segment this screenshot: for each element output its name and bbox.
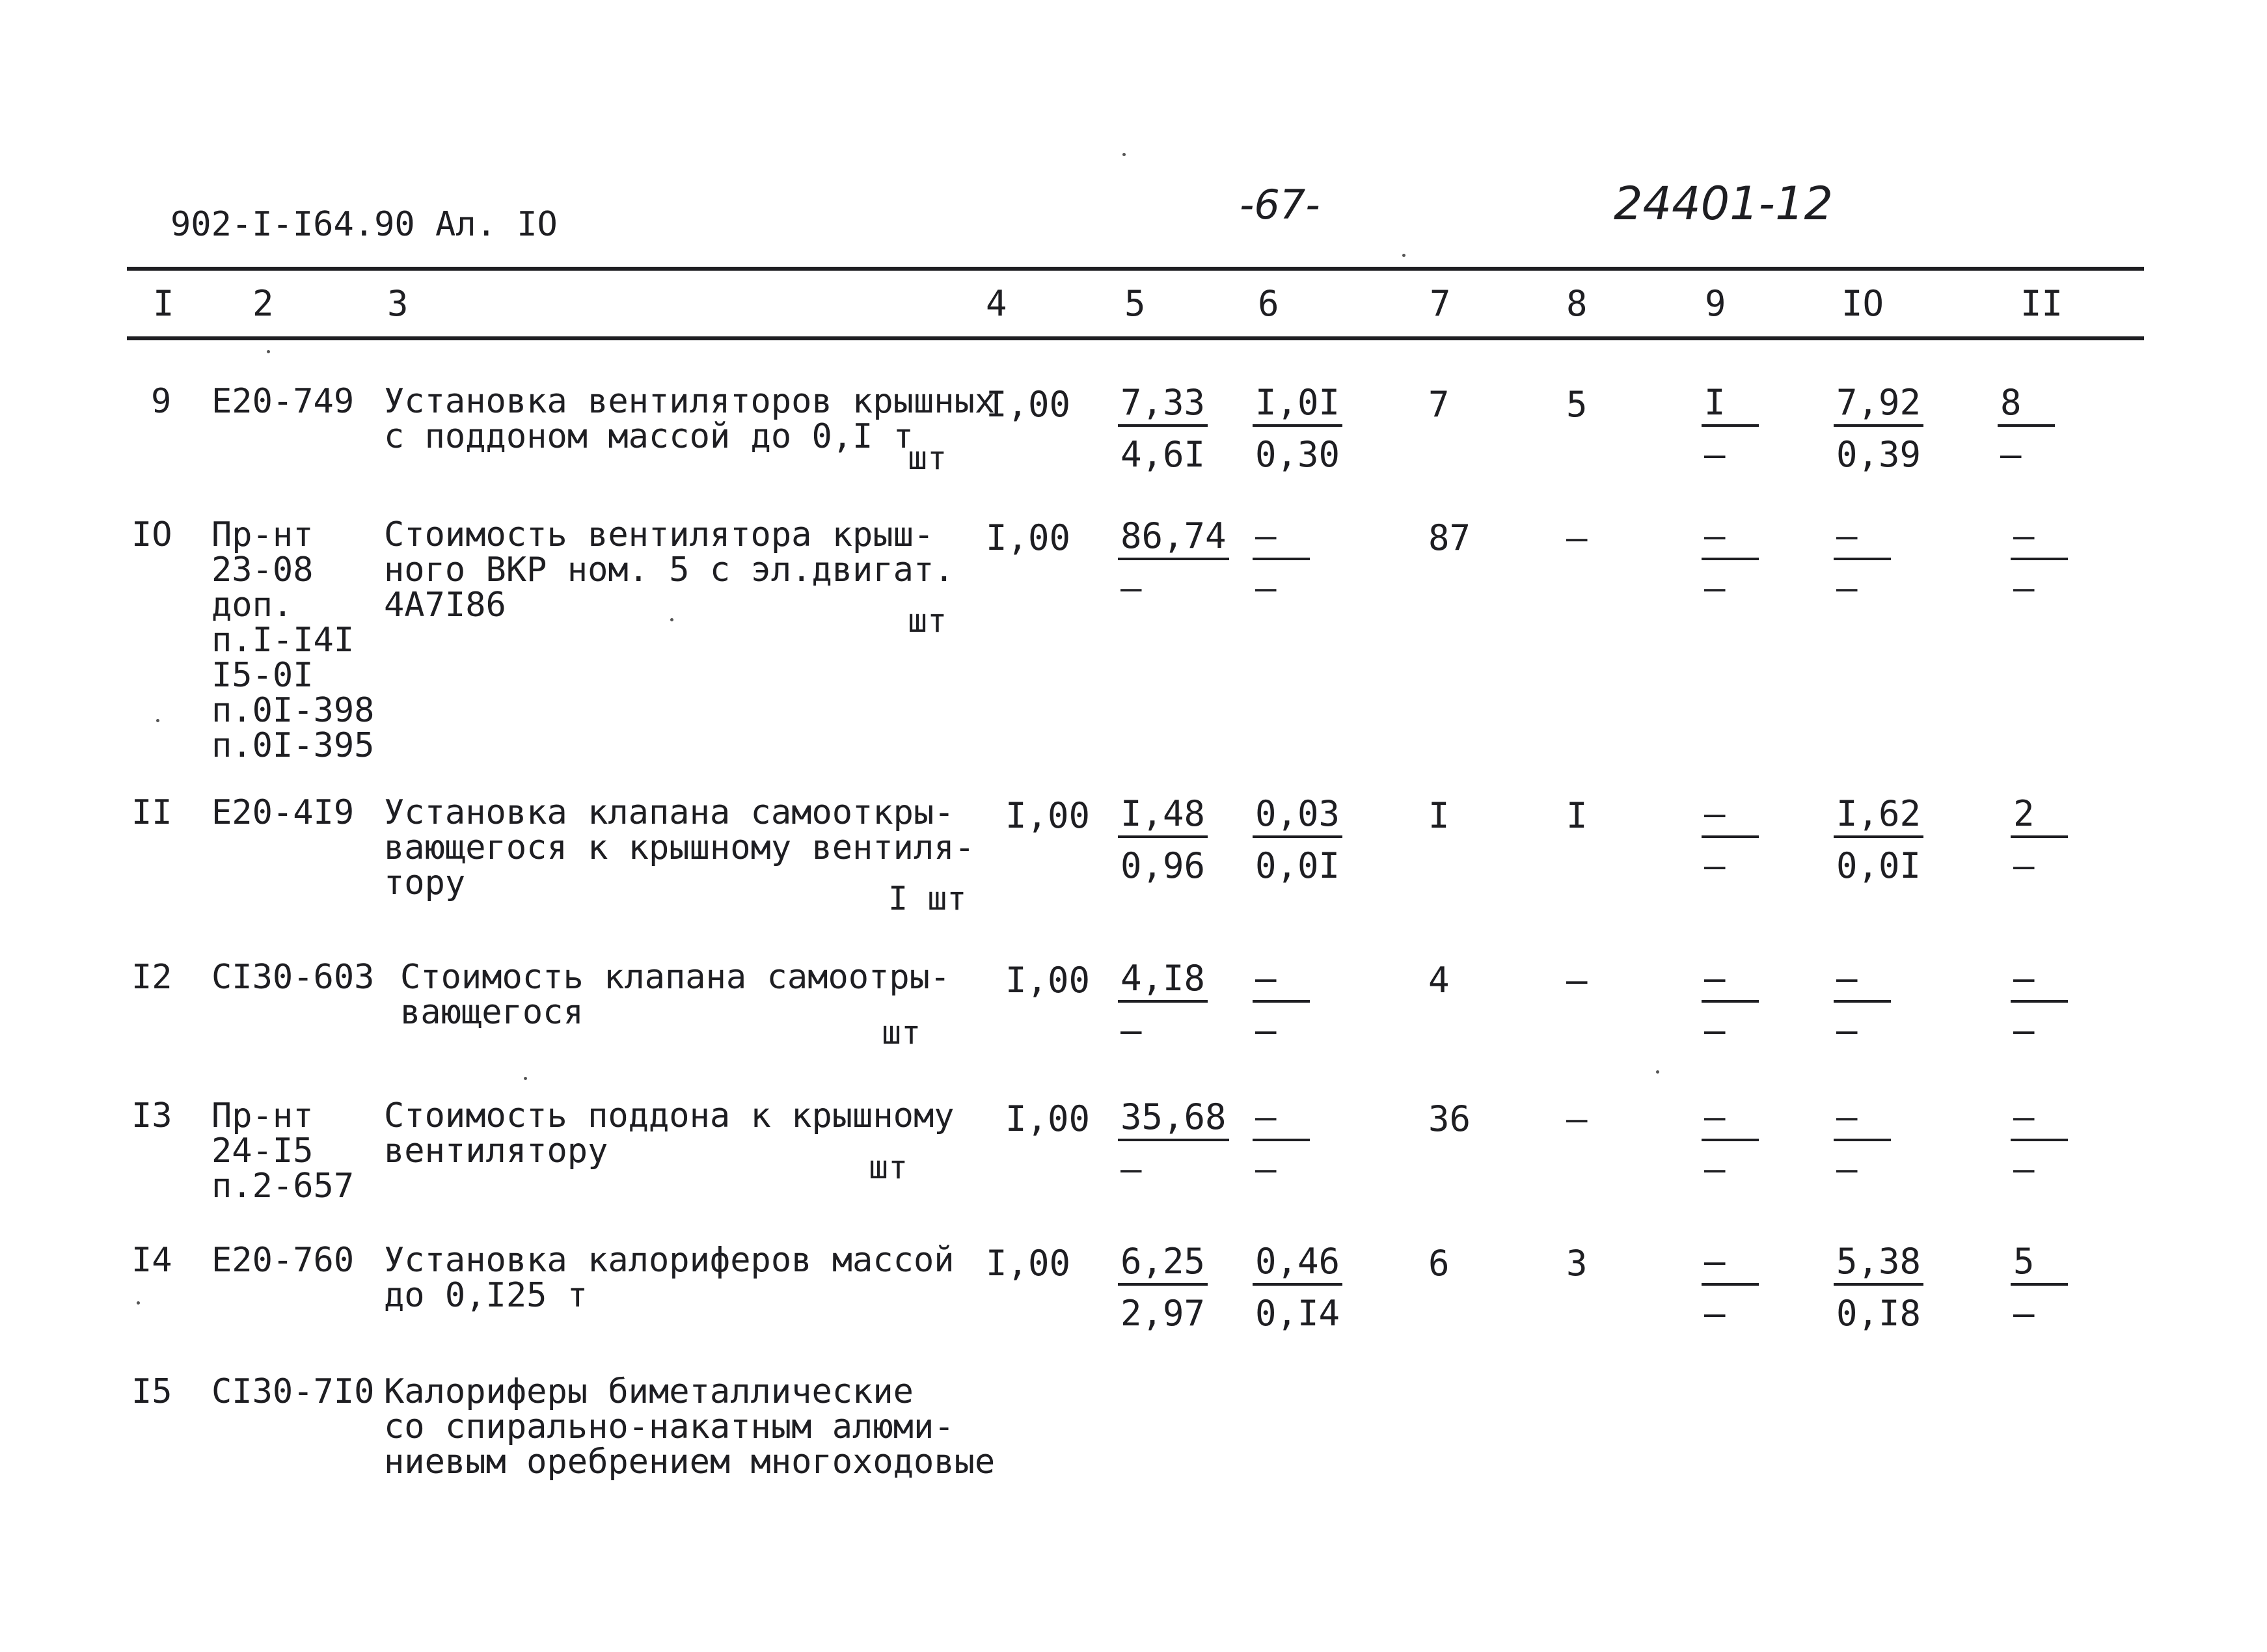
col11-top: 8 xyxy=(1998,383,2055,427)
col6-value xyxy=(1253,1097,1310,1189)
quantity: I,00 xyxy=(1005,795,1091,836)
col6-value xyxy=(1253,383,1342,475)
col6-value xyxy=(1253,516,1310,608)
col8-value: – xyxy=(1566,1098,1588,1139)
col7-value: 36 xyxy=(1428,1098,1471,1139)
scan-speck xyxy=(156,719,159,722)
col9-bottom: – xyxy=(1704,1148,1726,1189)
col9-bottom: – xyxy=(1704,1010,1726,1051)
row-number: I4 xyxy=(131,1241,172,1280)
quantity: I,00 xyxy=(1005,960,1091,1001)
col11-top: 2 xyxy=(2011,794,2068,838)
col5-bottom: 4,6I xyxy=(1120,434,1206,475)
work-description: Стоимость клапана самоотры- вающегося xyxy=(400,958,951,1032)
rate-code: E20-749 xyxy=(211,382,355,421)
col10-bottom: – xyxy=(1836,567,1858,608)
row-number: I5 xyxy=(131,1372,172,1411)
col6-top: I,0I xyxy=(1253,383,1342,427)
quantity: I,00 xyxy=(1005,1098,1091,1139)
unit-of-measure: шт xyxy=(908,602,947,640)
scan-speck xyxy=(524,1077,527,1080)
col8-value: – xyxy=(1566,517,1588,558)
col6-value xyxy=(1253,958,1310,1051)
col11-bottom: – xyxy=(2013,845,2035,886)
col5-value xyxy=(1118,383,1208,475)
column-header: 3 xyxy=(387,283,409,324)
scan-speck xyxy=(1402,254,1405,257)
col11-value xyxy=(2011,794,2068,886)
column-header: 9 xyxy=(1705,283,1726,324)
work-description: Стоимость вентилятора крыш- ного ВКР ном. 5 с эл.двигат. 4А7I86 xyxy=(384,515,955,625)
col9-value xyxy=(1702,958,1759,1051)
col7-value: 6 xyxy=(1428,1243,1450,1284)
col9-top: – xyxy=(1702,516,1759,560)
work-description: Калориферы биметаллические со спирально-накатным алюми- ниевым оребрением многоходовые xyxy=(384,1372,996,1482)
col10-top: – xyxy=(1834,1097,1891,1141)
col9-top: – xyxy=(1702,794,1759,838)
col9-value xyxy=(1702,1241,1759,1334)
col5-value xyxy=(1118,1241,1208,1334)
quantity: I,00 xyxy=(986,517,1071,558)
unit-of-measure: I шт xyxy=(888,880,967,917)
col7-value: 87 xyxy=(1428,517,1471,558)
rate-code: Пр-нт 23-08 доп. п.I-I4I I5-0I п.0I-398 п.0I-395 xyxy=(211,515,375,765)
col8-value: 3 xyxy=(1566,1243,1588,1284)
col5-bottom: – xyxy=(1120,1148,1142,1189)
col6-top: – xyxy=(1253,1097,1310,1141)
col6-top: 0,46 xyxy=(1253,1241,1342,1286)
col6-bottom: 0,30 xyxy=(1255,434,1340,475)
col10-bottom: 0,0I xyxy=(1836,845,1921,886)
scan-speck xyxy=(670,618,673,621)
col9-bottom: – xyxy=(1704,434,1726,475)
column-header: 4 xyxy=(986,283,1007,324)
col5-bottom: 2,97 xyxy=(1120,1293,1206,1334)
col10-top: – xyxy=(1834,958,1891,1003)
col9-value xyxy=(1702,383,1759,475)
col5-bottom: – xyxy=(1120,1010,1142,1051)
rate-code: E20-4I9 xyxy=(211,793,355,832)
col6-value xyxy=(1253,1241,1342,1334)
col5-bottom: – xyxy=(1120,567,1142,608)
col10-value xyxy=(1834,958,1891,1051)
col10-bottom: 0,39 xyxy=(1836,434,1921,475)
col8-value: I xyxy=(1566,795,1588,836)
col6-top: – xyxy=(1253,516,1310,560)
col11-value xyxy=(2011,1097,2068,1189)
col10-top: I,62 xyxy=(1834,794,1923,838)
rate-code: CI30-603 xyxy=(211,958,375,997)
unit-of-measure: шт xyxy=(869,1148,908,1186)
col5-top: 6,25 xyxy=(1118,1241,1208,1286)
col11-top: 5 xyxy=(2011,1241,2068,1286)
col10-bottom: – xyxy=(1836,1148,1858,1189)
col9-bottom: – xyxy=(1704,567,1726,608)
work-description: Установка клапана самооткры- вающегося к крышному вентиля- тору xyxy=(384,793,975,902)
col9-value xyxy=(1702,516,1759,608)
col10-value xyxy=(1834,1097,1891,1189)
scan-speck xyxy=(137,1301,140,1305)
col5-top: 7,33 xyxy=(1118,383,1208,427)
work-description: Стоимость поддона к крышному вентилятору xyxy=(384,1096,955,1171)
col11-value xyxy=(2011,516,2068,608)
col6-top: – xyxy=(1253,958,1310,1003)
col7-value: I xyxy=(1428,795,1450,836)
col11-bottom: – xyxy=(2013,567,2035,608)
unit-of-measure: шт xyxy=(908,439,947,477)
rate-code: Пр-нт 24-I5 п.2-657 xyxy=(211,1096,355,1206)
work-description: Установка вентиляторов крышных с поддоном массой до 0,I т xyxy=(384,382,996,456)
col8-value: – xyxy=(1566,960,1588,1001)
column-header: IO xyxy=(1841,283,1884,324)
col6-top: 0,03 xyxy=(1253,794,1342,838)
unit-of-measure: шт xyxy=(882,1014,921,1051)
col5-top: I,48 xyxy=(1118,794,1208,838)
col5-value xyxy=(1118,516,1229,608)
scan-speck xyxy=(267,350,270,353)
col7-value: 7 xyxy=(1428,384,1450,425)
col10-value xyxy=(1834,794,1923,886)
column-header: 2 xyxy=(252,283,274,324)
col6-bottom: – xyxy=(1255,567,1277,608)
table-header-rule xyxy=(127,336,2144,340)
col9-top: – xyxy=(1702,958,1759,1003)
col5-value xyxy=(1118,1097,1229,1189)
col10-value xyxy=(1834,383,1923,475)
col11-bottom: – xyxy=(2013,1010,2035,1051)
col7-value: 4 xyxy=(1428,960,1450,1001)
col11-value xyxy=(2011,1241,2068,1334)
col10-top: 7,92 xyxy=(1834,383,1923,427)
col11-top: – xyxy=(2011,1097,2068,1141)
col6-bottom: 0,0I xyxy=(1255,845,1340,886)
col9-value xyxy=(1702,794,1759,886)
scan-speck xyxy=(1656,1070,1659,1074)
col5-bottom: 0,96 xyxy=(1120,845,1206,886)
row-number: I2 xyxy=(131,958,172,997)
col9-bottom: – xyxy=(1704,845,1726,886)
col5-top: 4,I8 xyxy=(1118,958,1208,1003)
sheet-code: 24401-12 xyxy=(1614,177,1834,230)
work-description: Установка калориферов массой до 0,I25 т xyxy=(384,1241,955,1315)
col9-top: I xyxy=(1702,383,1759,427)
col10-top: – xyxy=(1834,516,1891,560)
column-header: 8 xyxy=(1566,283,1588,324)
rate-code: CI30-7I0 xyxy=(211,1372,375,1411)
col10-top: 5,38 xyxy=(1834,1241,1923,1286)
col5-value xyxy=(1118,794,1208,886)
column-header: 6 xyxy=(1258,283,1279,324)
col10-bottom: – xyxy=(1836,1010,1858,1051)
col11-top: – xyxy=(2011,958,2068,1003)
col6-bottom: – xyxy=(1255,1010,1277,1051)
quantity: I,00 xyxy=(986,1243,1071,1284)
rate-code: E20-760 xyxy=(211,1241,355,1280)
col11-value xyxy=(1998,383,2055,475)
row-number: IO xyxy=(131,515,172,554)
column-header: I xyxy=(153,283,174,324)
quantity: I,00 xyxy=(986,384,1071,425)
column-header: 5 xyxy=(1124,283,1146,324)
col5-value xyxy=(1118,958,1208,1051)
table-top-rule xyxy=(127,267,2144,271)
row-number: I3 xyxy=(131,1096,172,1135)
col6-bottom: 0,I4 xyxy=(1255,1293,1340,1334)
col8-value: 5 xyxy=(1566,384,1588,425)
col9-bottom: – xyxy=(1704,1293,1726,1334)
col5-top: 35,68 xyxy=(1118,1097,1229,1141)
scan-speck xyxy=(1122,153,1126,156)
col5-top: 86,74 xyxy=(1118,516,1229,560)
col11-value xyxy=(2011,958,2068,1051)
col9-value xyxy=(1702,1097,1759,1189)
col10-value xyxy=(1834,516,1891,608)
column-header: 7 xyxy=(1430,283,1451,324)
page-number: -67- xyxy=(1240,181,1320,228)
col9-top: – xyxy=(1702,1241,1759,1286)
col6-value xyxy=(1253,794,1342,886)
col9-top: – xyxy=(1702,1097,1759,1141)
col11-bottom: – xyxy=(2013,1148,2035,1189)
col10-bottom: 0,I8 xyxy=(1836,1293,1921,1334)
document-reference: 902-I-I64.90 Ал. IO xyxy=(170,205,558,244)
col11-bottom: – xyxy=(2000,434,2022,475)
row-number: 9 xyxy=(151,382,172,421)
row-number: II xyxy=(131,793,172,832)
col6-bottom: – xyxy=(1255,1148,1277,1189)
col11-bottom: – xyxy=(2013,1293,2035,1334)
column-header: II xyxy=(2020,283,2063,324)
col10-value xyxy=(1834,1241,1923,1334)
col11-top: – xyxy=(2011,516,2068,560)
